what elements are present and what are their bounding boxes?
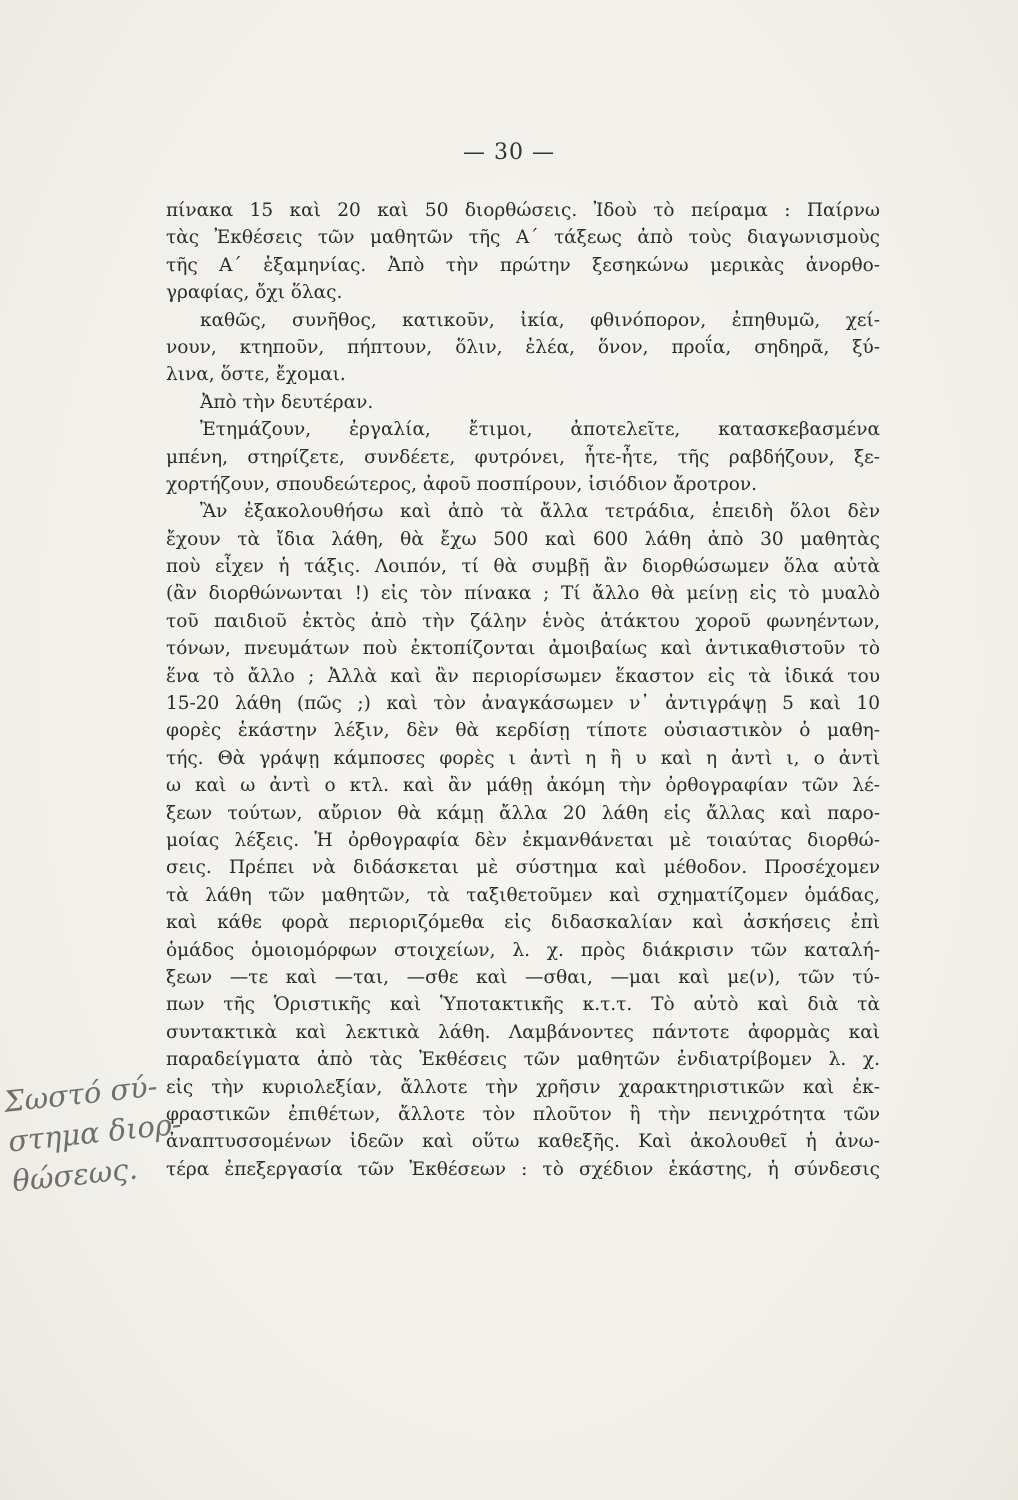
text-line: φραστικῶν ἐπιθέτων, ἄλλοτε τὸν πλοῦτον ἢ τὴν πενιχρότητα τῶν xyxy=(166,1103,880,1125)
text-line: νουν, κτηποῦν, πήπτουν, ὅλιν, ἐλέα, ὅνον, προΐα, σηδηρᾶ, ξύ- xyxy=(166,336,880,358)
text-line: τέρα ἐπεξεργασία τῶν Ἐκθέσεων : τὸ σχέδιον ἑκάστης, ἡ σύνδεσις xyxy=(166,1158,880,1180)
body-text xyxy=(166,197,880,1183)
text-line: ξεων —τε καὶ —ται, —σθε καὶ —σθαι, —μαι καὶ με(ν), τῶν τύ- xyxy=(166,966,880,988)
handwritten-margin-note xyxy=(2,1065,184,1202)
text-line: λινα, ὅστε, ἔχομαι. xyxy=(166,364,346,386)
text-line: Ἐτημάζουν, ἐργαλία, ἔτιμοι, ἀποτελεῖτε, κατασκεβασμένα xyxy=(200,419,880,441)
text-line: καθῶς, συνῆθος, κατικοῦν, ἰκία, φθινόπορον, ἐπηθυμῶ, χεί- xyxy=(200,309,880,331)
text-line: συντακτικὰ καὶ λεκτικὰ λάθη. Λαμβάνοντες πάντοτε ἀφορμὰς καὶ xyxy=(166,1021,880,1043)
text-line: μπένη, στηρίζετε, συνδέετε, φυτρόνει, ἦτε-ἦτε, τῆς ραβδήζουν, ξε- xyxy=(166,446,880,468)
text-line: τής. Θὰ γράψῃ κάμποσες φορὲς ι ἀντὶ η ἢ υ καὶ η ἀντὶ ι, ο ἀντὶ xyxy=(166,747,880,769)
text-line: (ἂν διορθώνωνται !) εἰς τὸν πίνακα ; Τί ἄλλο θὰ μείνῃ εἰς τὸ μυαλὸ xyxy=(166,583,880,605)
text-line: ὁμάδος ὁμοιομόρφων στοιχείων, λ. χ. πρὸς διάκρισιν τῶν καταλή- xyxy=(166,939,880,961)
text-line: 15-20 λάθη (πῶς ;) καὶ τὸν ἀναγκάσωμεν ν᾽ ἀντιγράψῃ 5 καὶ 10 xyxy=(166,693,880,715)
text-line: φορὲς ἑκάστην λέξιν, δὲν θὰ κερδίσῃ τίποτε οὐσιαστικὸν ὁ μαθη- xyxy=(166,720,880,742)
text-line: ἔχουν τὰ ἴδια λάθη, θὰ ἔχω 500 καὶ 600 λάθη ἀπὸ 30 μαθητὰς xyxy=(166,528,880,550)
text-line: πων τῆς Ὁριστικῆς καὶ Ὑποτακτικῆς κ.τ.τ. Τὸ αὐτὸ καὶ διὰ τὰ xyxy=(166,994,880,1016)
text-line: Ἀπὸ τὴν δευτέραν. xyxy=(200,391,374,413)
text-line: τὰ λάθη τῶν μαθητῶν, τὰ ταξιθετοῦμεν καὶ σχηματίζομεν ὁμάδας, xyxy=(166,884,880,906)
page-number: — 30 — xyxy=(463,140,555,165)
margin-note-line: θώσεως. xyxy=(10,1151,140,1199)
text-line: τοῦ παιδιοῦ ἐκτὸς ἀπὸ τὴν ζάλην ἑνὸς ἀτάκτου χοροῦ φωνηέντων, xyxy=(166,610,880,632)
text-line: Ἂν ἐξακολουθήσω καὶ ἀπὸ τὰ ἄλλα τετράδια, ἐπειδὴ ὅλοι δὲν xyxy=(200,501,880,523)
text-line: γραφίας, ὄχι ὅλας. xyxy=(166,282,343,304)
text-line: ἕνα τὸ ἄλλο ; Ἀλλὰ καὶ ἂν περιορίσωμεν ἕκαστον εἰς τὰ ἰδικά του xyxy=(166,665,880,687)
text-line: τὰς Ἐκθέσεις τῶν μαθητῶν τῆς Α΄ τάξεως ἀπὸ τοὺς διαγωνισμοὺς xyxy=(166,227,880,249)
text-line: τόνων, πνευμάτων ποὺ ἐκτοπίζονται ἀμοιβαίως καὶ ἀντικαθιστοῦν τὸ xyxy=(166,638,880,660)
text-line: παραδείγματα ἀπὸ τὰς Ἐκθέσεις τῶν μαθητῶν ἐνδιατρίβομεν λ. χ. xyxy=(166,1049,880,1071)
text-line: καὶ κάθε φορὰ περιοριζόμεθα εἰς διδασκαλίαν καὶ ἀσκήσεις ἐπὶ xyxy=(166,912,880,934)
text-line: ποὺ εἶχεν ἡ τάξις. Λοιπόν, τί θὰ συμβῇ ἂν διορθώσωμεν ὅλα αὐτὰ xyxy=(166,556,880,578)
text-line: σεις. Πρέπει νὰ διδάσκεται μὲ σύστημα καὶ μέθοδον. Προσέχομεν xyxy=(166,857,880,879)
margin-note-line: στημα διορ- xyxy=(6,1106,184,1159)
text-line: τῆς Α΄ ἑξαμηνίας. Ἀπὸ τὴν πρώτην ξεσηκώνω μερικὰς ἀνορθο- xyxy=(166,254,880,276)
text-line: ἀναπτυσσομένων ἰδεῶν καὶ οὕτω καθεξῆς. Καὶ ἀκολουθεῖ ἡ ἀνω- xyxy=(166,1131,880,1153)
text-line: πίνακα 15 καὶ 20 καὶ 50 διορθώσεις. Ἰδοὺ τὸ πείραμα : Παίρνω xyxy=(166,200,880,221)
text-line: ω καὶ ω ἀντὶ ο κτλ. καὶ ἂν μάθῃ ἀκόμη τὴν ὀρθογραφίαν τῶν λέ- xyxy=(166,775,880,797)
text-line: εἰς τὴν κυριολεξίαν, ἄλλοτε τὴν χρῆσιν χαρακτηριστικῶν καὶ ἐκ- xyxy=(166,1076,880,1098)
margin-note-line: Σωστό σύ- xyxy=(2,1068,159,1119)
text-line: χορτήζουν, σπουδεώτερος, ἀφοῦ ποσπίρουν, ἰσιόδιον ἄροτρον. xyxy=(166,473,758,495)
text-line: ξεων τούτων, αὔριον θὰ κάμῃ ἄλλα 20 λάθη εἰς ἄλλας καὶ παρο- xyxy=(166,802,880,824)
text-line: μοίας λέξεις. Ἡ ὀρθογραφία δὲν ἐκμανθάνεται μὲ τοιαύτας διορθώ- xyxy=(166,829,880,851)
